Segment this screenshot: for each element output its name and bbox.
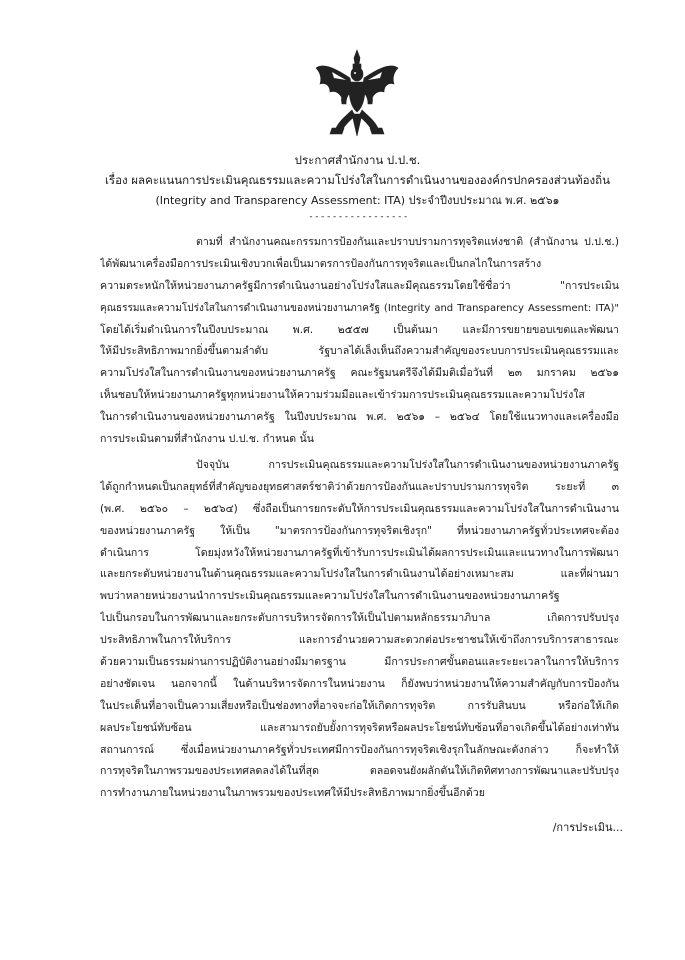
text-line: ไปเป็นกรอบในการพัฒนาและยกระดับการบริหารจัดการให้เป็นไปตามหลักธรรมาภิบาล เกิดการปรับปรุง [100,612,619,625]
text-line: สถานการณ์ ซึ่งเมื่อหน่วยงานภาครัฐทั่วประเทศมีการป้องกันการทุจริตเชิงรุกในลักษณะดังกล่าว ก็จะทำให้ [100,743,619,756]
text-line: การทำงานภายในหน่วยงานในภาพรวมของประเทศให้มีประสิทธิภาพมากยิ่งขึ้นอีกด้วย [100,787,485,800]
text-line: คุณธรรมและความโปร่งใสในการดำเนินงานของหน่วยงานภาครัฐ (Integrity and Transparency Assessment: ITA)" [100,302,619,314]
text-line: และยกระดับหน่วยงานในด้านคุณธรรมและความโปร่งใสในการดำเนินงานได้อย่างเหมาะสม และที่ผ่านมา [100,568,619,581]
text-line: ปัจจุบัน การประเมินคุณธรรมและความโปร่งใสในการดำเนินงานของหน่วยงานภาครัฐ [196,459,619,471]
announcement-subject: เรื่อง ผลคะแนนการประเมินคุณธรรมและความโปร่งใสในการดำเนินงานขององค์กรปกครองส่วนท้องถิ่น [105,173,610,187]
separator-line: ----------------- [308,212,409,222]
text-line: ด้วยความเป็นธรรมผ่านการปฏิบัติงานอย่างมีมาตรฐาน มีการประกาศขั้นตอนและระยะเวลาในการให้บริการ [100,656,619,669]
announcement-issuer: ประกาศสำนักงาน ป.ป.ช. [294,153,421,167]
announcement-subtitle: (Integrity and Transparency Assessment: ITA) ประจำปีงบประมาณ พ.ศ. ๒๕๖๑ [155,194,560,207]
text-line: ให้มีประสิทธิภาพมากยิ่งขึ้นตามลำดับ รัฐบาลได้เล็งเห็นถึงความสำคัญของระบบการประเมินคุณธรรมและ [100,345,619,358]
garuda-emblem-icon [312,48,402,138]
text-line: ของหน่วยงานภาครัฐ ให้เป็น "มาตรการป้องกันการทุจริตเชิงรุก" ที่หน่วยงานภาครัฐทั่วประเทศจะต้อง [100,524,619,537]
paragraph-2 [100,455,619,805]
text-line: ความตระหนักให้หน่วยงานภาครัฐมีการดำเนินงานอย่างโปร่งใสและมีคุณธรรมโดยใช้ชื่อว่า "การประเมิน [100,279,619,292]
text-line: พบว่าหลายหน่วยงานนำการประเมินคุณธรรมและความโปร่งใสในการดำเนินงานของหน่วยงานภาครัฐ [100,590,560,603]
text-line: เห็นชอบให้หน่วยงานภาครัฐทุกหน่วยงานให้ความร่วมมือและเข้าร่วมการประเมินคุณธรรมและความโปร่งใส [100,389,585,402]
text-line: ดำเนินการ โดยมุ่งหวังให้หน่วยงานภาครัฐที่เข้ารับการประเมินได้ผลการประเมินและแนวทางในการพัฒนา [100,546,619,559]
text-line: ได้พัฒนาเครื่องมือการประเมินเชิงบวกเพื่อเป็นมาตรการป้องกันการทุจริตและเป็นกลไกในการสร้าง [100,257,542,270]
text-line: โดยได้เริ่มดำเนินการในปีงบประมาณ พ.ศ. ๒๕๕๗ เป็นต้นมา และมีการขยายขอบเขตและพัฒนา [100,323,619,336]
text-line: (พ.ศ. ๒๕๖๐ – ๒๕๖๔) ซึ่งถือเป็นการยกระดับให้การประเมินคุณธรรมและความโปร่งใสในการดำเนินงาน [100,502,619,515]
text-line: ตามที่ สำนักงานคณะกรรมการป้องกันและปราบปรามการทุจริตแห่งชาติ (สำนักงาน ป.ป.ช.) [196,236,619,248]
text-line: การทุจริตในภาพรวมของประเทศลดลงได้ในที่สุด ตลอดจนยังผลักดันให้เกิดทิศทางการพัฒนาและปรับปรุง [100,765,619,778]
text-line: ในการดำเนินงานของหน่วยงานภาครัฐ ในปีงบประมาณ พ.ศ. ๒๕๖๑ – ๒๕๖๔ โดยใช้แนวทางและเครื่องมือ [100,411,619,424]
text-line: ความโปร่งใสในการดำเนินงานของหน่วยงานภาครัฐ คณะรัฐมนตรีจึงได้มีมติเมื่อวันที่ ๒๓ มกราคม ๒๕๖๑ [100,367,619,380]
text-line: ได้ถูกกำหนดเป็นกลยุทธ์ที่สำคัญของยุทธศาสตร์ชาติว่าด้วยการป้องกันและปราบปรามการทุจริต ระยะที่ ๓ [100,480,619,493]
text-line: ประสิทธิภาพในการให้บริการ และการอำนวยความสะดวกต่อประชาชนให้เข้าถึงการบริการสาธารณะ [100,634,619,647]
text-line: อย่างชัดเจน นอกจากนี้ ในด้านบริหารจัดการในหน่วยงาน ก็ยังพบว่าหน่วยงานให้ความสำคัญกับการป้องกัน [100,677,619,690]
continuation-note: /การประเมิน... [552,821,623,834]
text-line: ในประเด็นที่อาจเป็นความเสี่ยงหรือเป็นช่องทางที่อาจจะก่อให้เกิดการทุจริต การรับสินบน หรือก่อให้เกิด [100,699,619,712]
text-line: การประเมินตามที่สำนักงาน ป.ป.ช. กำหนด นั้น [100,433,315,446]
paragraph-1 [100,232,619,451]
text-line: ผลประโยชน์ทับซ้อน และสามารถยับยั้งการทุจริตหรือผลประโยชน์ทับซ้อนที่อาจเกิดขึ้นได้อย่างเท่าทัน [100,721,619,734]
